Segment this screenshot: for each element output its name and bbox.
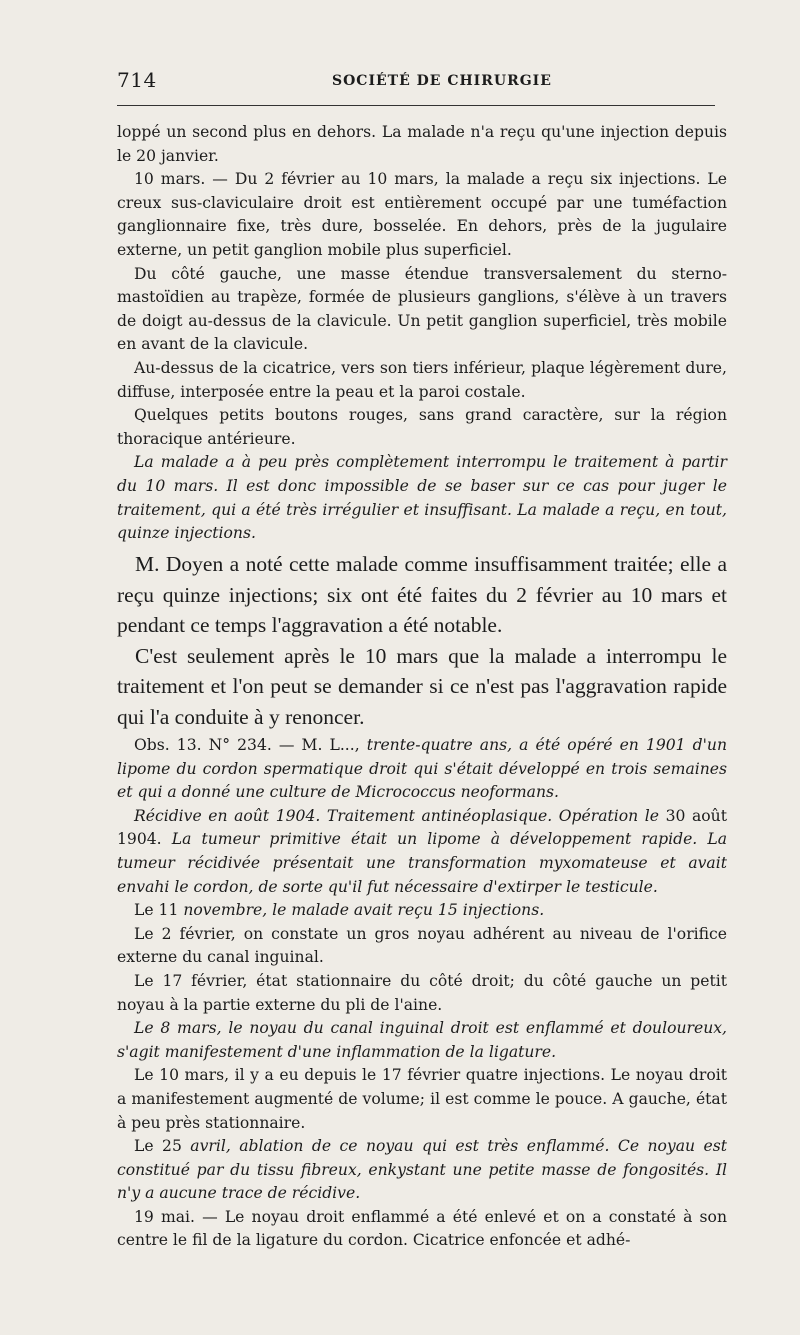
paragraph-part: novembre, le malade avait reçu 15 injections. xyxy=(183,901,545,920)
paragraph: Du côté gauche, une masse étendue transversalement du sterno-mastoïdien au trapèze, formée de plusieurs ganglions, s'élève à un travers de doigt au-dessus de la clavicule. Un petit ganglion superficiel, très mobile en avant de la clavicule. xyxy=(117,264,727,354)
paragraph: Quelques petits boutons rouges, sans grand caractère, sur la région thoracique antérieure. xyxy=(117,406,727,448)
page-header xyxy=(117,66,717,96)
page-number: 714 xyxy=(117,68,157,92)
paragraph-part: avril, ablation de ce noyau qui est très enflammé. Ce noyau est constitué par du tissu fibreux, enkystant une petite masse de fongosités. Il n'y a aucune trace de récidive. xyxy=(117,1137,727,1203)
paragraph: M. Doyen a noté cette malade comme insuffisamment traitée; elle a reçu quinze injections; six ont été faites du 2 février au 10 mars et pendant ce temps l'aggravation a été notable. xyxy=(117,552,727,637)
paragraph: Le 10 mars, il y a eu depuis le 17 février quatre injections. Le noyau droit a manifestement augmenté de volume; il est comme le pouce. A gauche, état à peu près stationnaire. xyxy=(117,1066,727,1132)
case-notes-continued xyxy=(117,121,727,546)
obs-intro xyxy=(117,734,727,805)
paragraph-italic: Le 8 mars, le noyau du canal inguinal droit est enflammé et douloureux, s'agit manifestement d'une inflammation de la ligature. xyxy=(117,1019,727,1061)
paragraph xyxy=(117,899,727,923)
paragraph: 19 mai. — Le noyau droit enflammé a été enlevé et on a constaté à son centre le fil de la ligature du cordon. Cicatrice enfoncée et adhé- xyxy=(117,1207,727,1250)
paragraph xyxy=(117,1135,727,1206)
obs-label: Obs. 13. N° 234. — M. L..., xyxy=(134,736,367,754)
commentary xyxy=(117,549,727,732)
observation-13 xyxy=(117,734,727,1253)
paragraph: Le 17 février, état stationnaire du côté droit; du côté gauche un petit noyau à la partie externe du pli de l'aine. xyxy=(117,971,727,1014)
paragraph-part: Récidive en août 1904. Traitement antinéoplasique. Opération le xyxy=(134,806,659,825)
paragraph-part: Le 11 xyxy=(134,901,184,920)
paragraph-part: 30 août 1904. xyxy=(117,806,727,849)
paragraph-part: La tumeur primitive était un lipome à développement rapide. La tumeur récidivée présentait une transformation myxomateuse et avait envahi le cordon, de sorte qu'il fut nécessaire d'extirper le testicule. xyxy=(117,830,727,896)
paragraph xyxy=(117,805,727,899)
paragraph-part: Le 25 xyxy=(134,1137,191,1156)
running-head: SOCIÉTÉ DE CHIRURGIE xyxy=(332,73,552,89)
paragraph: 10 mars. — Du 2 février au 10 mars, la malade a reçu six injections. Le creux sus-claviculaire droit est entièrement occupé par une tuméfaction ganglionnaire fixe, très dure, bosselée. En dehors, près de la jugulaire externe, un petit ganglion mobile plus superficiel. xyxy=(117,170,727,259)
paragraph: Au-dessus de la cicatrice, vers son tiers inférieur, plaque légèrement dure, diffuse, interposée entre la peau et la paroi costale. xyxy=(117,358,727,401)
paragraph-italic: La malade a à peu près complètement interrompu le traitement à partir du 10 mars. Il est donc impossible de se baser sur ce cas pour juger le traitement, qui a été très irrégulier et insuffisant. La malade a reçu, en tout, quinze injections. xyxy=(117,453,727,543)
paragraph: C'est seulement après le 10 mars que la malade a interrompu le traitement et l'on peut se demander si ce n'est pas l'aggravation rapide qui l'a conduite à y renoncer. xyxy=(117,643,727,729)
paragraph: loppé un second plus en dehors. La malade n'a reçu qu'une injection depuis le 20 janvier. xyxy=(117,123,727,165)
paragraph: Le 2 février, on constate un gros noyau adhérent au niveau de l'orifice externe du canal inguinal. xyxy=(117,924,727,967)
obs-intro-text: trente-quatre ans, a été opéré en 1901 d'un lipome du cordon spermatique droit qui s'était développé en trois semaines et qui a donné une culture de Micrococcus neoformans. xyxy=(117,736,727,802)
header-rule xyxy=(117,105,715,106)
